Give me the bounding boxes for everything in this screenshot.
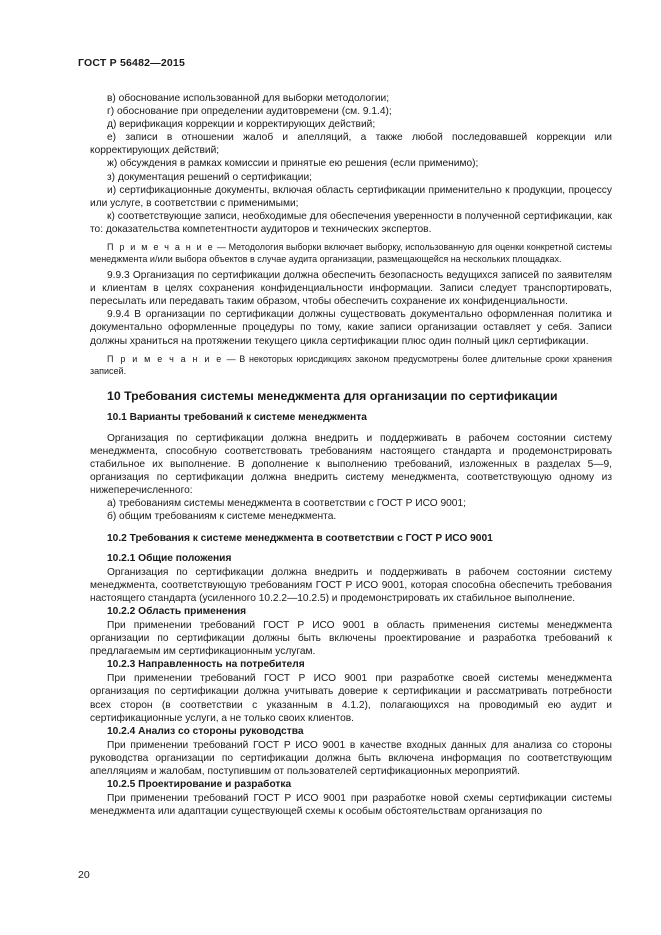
section-10-1-title: 10.1 Варианты требований к системе менеджмента xyxy=(107,411,367,423)
list-item: в) обоснование использованной для выборки методологии; xyxy=(107,93,390,104)
section-10-2-3-title: 10.2.3 Направленность на потребителя xyxy=(107,659,305,671)
list-item: д) верификация коррекции и корректирующих действий; xyxy=(107,119,376,131)
section-10-2-1-title: 10.2.1 Общие положения xyxy=(107,552,232,564)
list-item: з) документация решений о сертификации; xyxy=(107,171,312,183)
section-10-2-title: 10.2 Требования к системе менеджмента в соответствии с ГОСТ Р ИСО 9001 xyxy=(107,533,493,545)
section-10-1-text: Организация по сертификации должна внедрить и поддерживать в рабочем состоянии систему менеджмента, способную соответствовать требованиям настоящего стандарта и продемонстрировать стабильное их выполнение. В дополнение к выполнению требований, изложенных в разделах 5—9, организация по сертификации должна внедрить систему менеджмента, соответствующую одному из нижеперечисленного: xyxy=(90,432,612,497)
page-content xyxy=(90,92,612,818)
note-2-text: — В некоторых юрисдикциях законом предусмотрены более длительные сроки хранения записей. xyxy=(90,353,613,376)
section-10-2-4-text: При применении требований ГОСТ Р ИСО 9001 в качестве входных данных для анализа со стороны руководства организации по сертификации должна быть включена информация по соответствующим апелляциям и жалобам, поступившим от пользователей сертификационных мероприятий. xyxy=(90,739,612,778)
section-10-2-1-text: Организация по сертификации должна внедрить и поддерживать в рабочем состоянии систему менеджмента, соответствующую требованиям ГОСТ Р ИСО 9001, которая способна обеспечить требования настоящего стандарта (усиленного 10.2.2—10.2.5) и продемонстрировать их стабильное выполнение. xyxy=(90,566,612,604)
section-10-2-2-text: При применении требований ГОСТ Р ИСО 9001 в область применения системы менеджмента организации по сертификации должны быть включены проектирование и разработка требований к предлагаемым им сертификационным услугам. xyxy=(90,620,612,658)
section-10-2-4-title: 10.2.4 Анализ со стороны руководства xyxy=(107,725,304,737)
list-item: к) соответствующие записи, необходимые для обеспечения уверенности в полученной сертификации, как то: доказательства компетентности аудиторов и технических экспертов. xyxy=(90,210,612,235)
note-1-label: П р и м е ч а н и е xyxy=(107,242,215,253)
clause-9-9-4: 9.9.4 В организации по сертификации должны существовать документально оформленная политика и документально оформленные процедуры по тому, какие записи организации оставляет у себя. Записи должны храниться на протяжении текущего цикла сертификации плюс один полный цикл сертификации. xyxy=(90,309,612,347)
note-2 xyxy=(90,353,612,377)
note-2-label: П р и м е ч а н и е xyxy=(107,353,223,364)
list-item: и) сертификационные документы, включая область сертификации применительно к продукции, процессу или услуге, в соответствии с применимыми; xyxy=(90,184,612,209)
list-item: а) требованиям системы менеджмента в соответствии с ГОСТ Р ИСО 9001; xyxy=(107,498,466,510)
page-header: ГОСТ Р 56482—2015 xyxy=(78,57,186,69)
list-item: ж) обсуждения в рамках комиссии и принятые ею решения (если применимо); xyxy=(107,158,479,170)
section-10-2-3-text: При применении требований ГОСТ Р ИСО 9001 при разработке своей системы менеджмента организация по сертификации должна учитывать доверие к сертификации и рассматривать потребности всех сторон (в соответствии с указанным в 4.1.2), полагающихся на проводимый ею аудит и сертификационные услуги, а не только своих клиентов. xyxy=(90,673,612,724)
list-item: г) обоснование при определении аудитовремени (см. 9.1.4); xyxy=(107,106,392,118)
note-1 xyxy=(90,241,612,265)
section-10-2-5-title: 10.2.5 Проектирование и разработка xyxy=(107,779,292,791)
page-number: 20 xyxy=(78,869,90,881)
section-10-2-5-text: При применении требований ГОСТ Р ИСО 9001 при разработке новой схемы сертификации системы менеджмента или адаптации существующей схемы к особым обстоятельствам организация по xyxy=(90,793,612,818)
section-10-title: 10 Требования системы менеджмента для организации по сертификации xyxy=(107,388,558,403)
section-10-2-2-title: 10.2.2 Область применения xyxy=(107,605,247,617)
clause-9-9-3: 9.9.3 Организация по сертификации должна обеспечить безопасность ведущихся записей по заявителям и клиентам в целях сохранения конфиденциальности информации. Записи следует транспортировать, пересылать или передавать таким образом, чтобы обеспечить сохранение их конфиденциальности. xyxy=(90,270,612,308)
note-1-text: — Методология выборки включает выборку, использованную для оценки конкретной системы менеджмента и/или выбора объектов в случае аудита организации, размещающейся на нескольких площадках. xyxy=(90,242,613,265)
list-item: б) общим требованиям к системе менеджмента. xyxy=(107,511,337,523)
list-item: е) записи в отношении жалоб и апелляций, а также любой последовавшей коррекции или корректирующих действий; xyxy=(90,132,612,157)
